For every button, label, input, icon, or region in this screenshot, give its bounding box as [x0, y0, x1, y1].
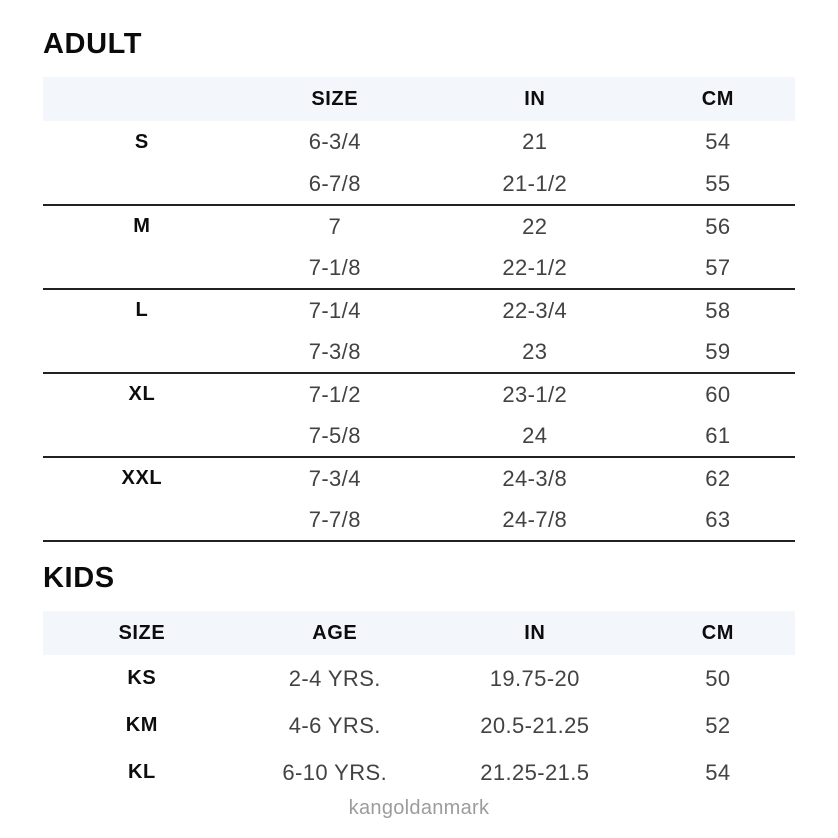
- table-row: [43, 373, 795, 415]
- table-row: [43, 655, 795, 702]
- size-group-s: [43, 121, 795, 205]
- table-cell: 7-3/4: [308, 465, 361, 491]
- table-cell: 2-4 YRS.: [288, 665, 381, 691]
- table-cell: 59: [705, 338, 731, 364]
- size-label: [43, 247, 241, 289]
- table-row: [43, 331, 795, 373]
- size-group-m: [43, 205, 795, 289]
- table-cell: 54: [705, 759, 731, 785]
- table-cell: 20.5-21.25: [480, 712, 590, 738]
- table-row: [43, 247, 795, 289]
- table-cell: 21.25-21.5: [480, 759, 590, 785]
- table-cell: 6-3/4: [308, 129, 361, 154]
- adult-size-table: [43, 77, 795, 542]
- table-cell: 50: [705, 665, 731, 691]
- size-group-xxl: [43, 457, 795, 541]
- table-row: [43, 415, 795, 457]
- table-cell: 21-1/2: [502, 170, 568, 196]
- column-header-size: SIZE: [43, 611, 241, 655]
- table-row: [43, 163, 795, 205]
- table-row: [43, 205, 795, 247]
- table-cell: 58: [705, 297, 731, 323]
- header-row: [43, 77, 795, 121]
- table-cell: 24: [522, 422, 548, 448]
- size-label: KS: [127, 667, 157, 689]
- size-label: KM: [125, 714, 159, 736]
- size-label: [43, 331, 241, 373]
- size-group-xl: [43, 373, 795, 457]
- table-row: [43, 749, 795, 796]
- size-label: [43, 499, 241, 541]
- size-label: [43, 415, 241, 457]
- column-header-cm: CM: [641, 77, 795, 121]
- table-cell: 7-1/8: [308, 254, 361, 280]
- column-header-age: AGE: [241, 611, 429, 655]
- size-group-l: [43, 289, 795, 373]
- table-cell: 54: [705, 129, 731, 154]
- header-row: [43, 611, 795, 655]
- size-label: M: [133, 215, 151, 237]
- table-cell: 21: [522, 129, 548, 154]
- size-label: XXL: [121, 467, 163, 489]
- kids-table-body: [43, 655, 795, 796]
- column-header-in: IN: [429, 77, 641, 121]
- table-cell: 23-1/2: [502, 381, 568, 407]
- table-row: [43, 702, 795, 749]
- table-cell: 6-7/8: [308, 170, 361, 196]
- table-cell: 7-5/8: [308, 422, 361, 448]
- table-cell: 22-3/4: [502, 297, 568, 323]
- table-cell: 55: [705, 170, 731, 196]
- adult-section-title: ADULT: [43, 28, 143, 60]
- adult-table-header: [43, 77, 795, 121]
- table-row: [43, 121, 795, 163]
- table-row: [43, 289, 795, 331]
- table-row: [43, 457, 795, 499]
- table-cell: 19.75-20: [489, 665, 580, 691]
- kids-size-table: [43, 611, 795, 796]
- size-label: XL: [128, 383, 156, 405]
- table-row: [43, 499, 795, 541]
- table-cell: 56: [705, 213, 731, 239]
- table-cell: 22-1/2: [502, 254, 568, 280]
- table-cell: 63: [705, 506, 731, 532]
- table-cell: 7-1/4: [308, 297, 361, 323]
- size-label: KL: [127, 761, 156, 783]
- table-cell: 7-1/2: [308, 381, 361, 407]
- kids-table-header: [43, 611, 795, 655]
- table-cell: 23: [522, 338, 548, 364]
- column-header-blank: [43, 77, 241, 121]
- table-cell: 57: [705, 254, 731, 280]
- table-cell: 61: [705, 422, 731, 448]
- table-cell: 7-3/8: [308, 338, 361, 364]
- table-cell: 52: [705, 712, 731, 738]
- size-label: S: [134, 130, 149, 153]
- table-cell: 4-6 YRS.: [288, 712, 381, 738]
- watermark-text: kangoldanmark: [348, 797, 490, 819]
- table-cell: 7-7/8: [308, 506, 361, 532]
- size-label: [43, 163, 241, 205]
- size-label: L: [135, 299, 149, 321]
- table-cell: 22: [522, 213, 548, 239]
- table-cell: 24-3/8: [502, 465, 568, 491]
- column-header-cm: CM: [641, 611, 795, 655]
- table-cell: 7: [328, 213, 342, 239]
- column-header-in: IN: [429, 611, 641, 655]
- table-cell: 62: [705, 465, 731, 491]
- table-cell: 60: [705, 381, 731, 407]
- kids-section-title: KIDS: [43, 562, 115, 594]
- column-header-size: SIZE: [241, 77, 429, 121]
- table-cell: 24-7/8: [502, 506, 568, 532]
- table-cell: 6-10 YRS.: [282, 759, 388, 785]
